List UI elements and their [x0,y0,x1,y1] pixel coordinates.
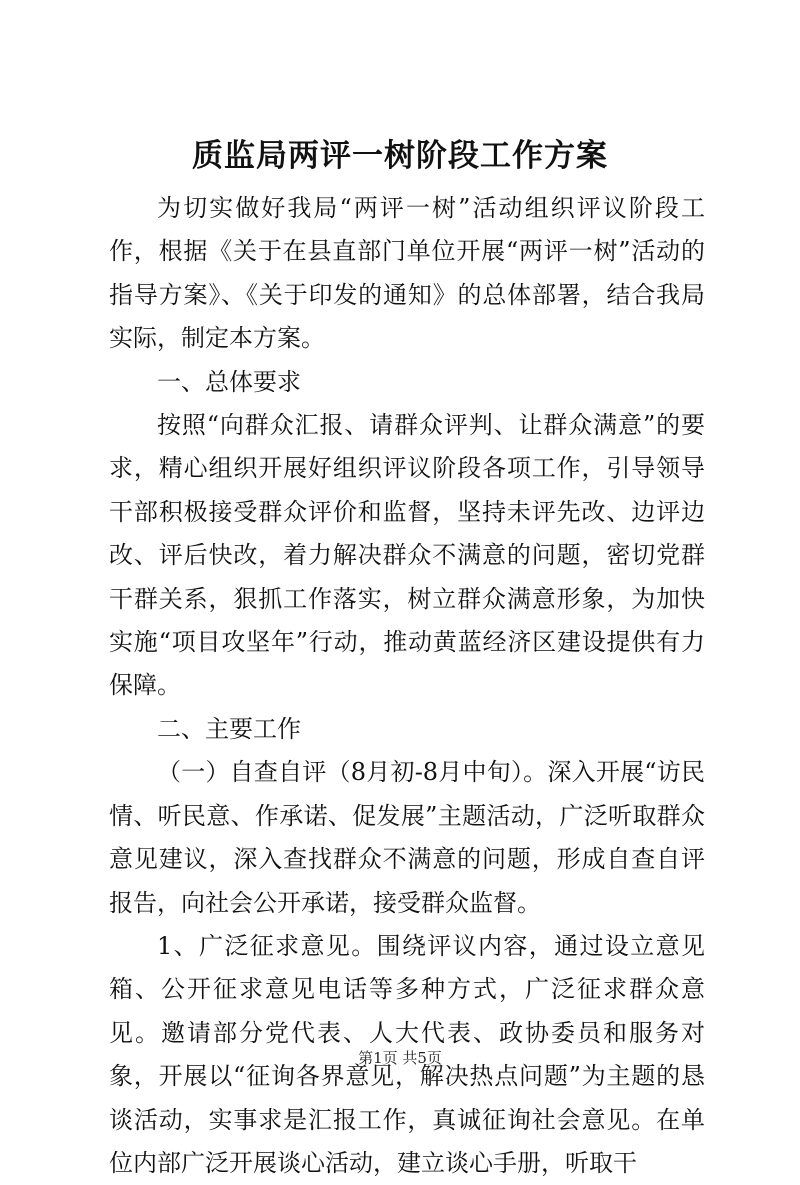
document-title: 质监局两评一树阶段工作方案 [192,138,608,174]
collect-opinions-paragraph: 1、广泛征求意见。围绕评议内容，通过设立意见箱、公开征求意见电话等多种方式，广泛征求群众意见。邀请部分党代表、人大代表、政协委员和服务对象，开展以“征询各界意见，解决热点问题”为主题的恳谈活动，实事求是汇报工作，真诚征询社会意见。在单位内部广泛开展谈心活动，建立谈心手册，听取干 [109,931,705,1177]
overall-requirements-paragraph: 按照“向群众汇报、请群众评判、让群众满意”的要求，精心组织开展好组织评议阶段各项工作，引导领导干部积极接受群众评价和监督，坚持未评先改、边评边改、评后快改，着力解决群众不满意的问题，密切党群干群关系，狠抓工作落实，树立群众满意形象，为加快实施“项目攻坚年”行动，推动黄蓝经济区建设提供有力保障。 [109,411,705,700]
section-heading-overall: 一、总体要求 [157,367,301,396]
document-body [109,187,705,1185]
section-heading-main-work: 二、主要工作 [157,714,301,743]
self-evaluation-paragraph: （一）自查自评（8月初-8月中旬）。深入开展“访民情、听民意、作承诺、促发展”主题活动，广泛听取群众意见建议，深入查找群众不满意的问题，形成自查自评报告，向社会公开承诺，接受群众监督。 [109,758,705,917]
intro-paragraph: 为切实做好我局“两评一树”活动组织评议阶段工作，根据《关于在县直部门单位开展“两评一树”活动的指导方案》、《关于印发的通知》的总体部署，结合我局实际，制定本方案。 [109,194,705,353]
page-footer: 第1页 共5页 [358,1049,442,1067]
